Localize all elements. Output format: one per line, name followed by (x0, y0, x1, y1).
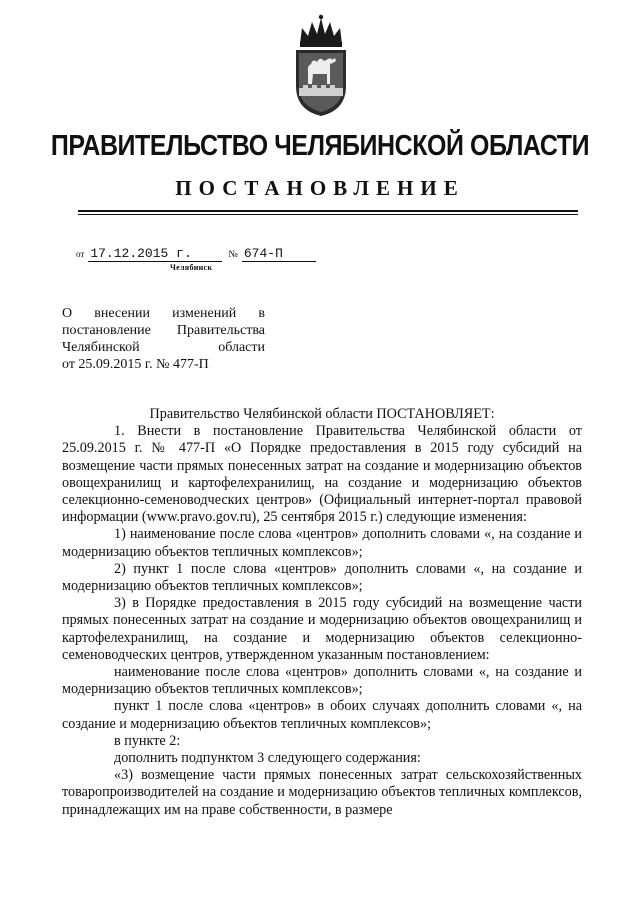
body-paragraph: в пункте 2: (114, 732, 181, 749)
body-paragraph: 1. Внести в постановление Правительства Челябинской области от 25.09.2015 г. № 477-П «О Порядке предоставления в 2015 году субсидий на возмещение части прямых понесенных затрат на создание и модернизацию объектов овощехранилищ и картофелехранилищ, на создание и модернизацию объектов селекционно-семеноводческих центров» (Официальный интернет-портал правовой информации (www.pravo.gov.ru), 25 сентября 2015 г.) следующие изменения: (62, 423, 582, 526)
city-label: Челябинск (170, 263, 213, 272)
body-paragraph: 2) пункт 1 после слова «центров» дополнить словами «, на создание и модернизацию объектов тепличных комплексов»; (62, 560, 582, 595)
body-paragraph: «3) возмещение части прямых понесенных затрат сельскохозяйственных товаропроизводителей на создание и модернизацию объектов тепличных комплексов, принадлежащих им на праве собственности, в размере (62, 767, 582, 818)
body-paragraph: пункт 1 после слова «центров» в обоих случаях дополнить словами «, на создание и модернизацию объектов тепличных комплексов»; (62, 698, 582, 732)
header-rule-thick (78, 210, 578, 212)
date-prefix: от (76, 249, 85, 259)
body-paragraph: дополнить подпунктом 3 следующего содержания: (114, 750, 421, 767)
body-paragraph: 3) в Порядке предоставления в 2015 году субсидий на возмещение части прямых понесенных затрат на создание и модернизацию объектов овощехранилищ и картофелехранилищ, на создание и модернизацию объектов селекционно-семеноводческих центров, утвержденном указанным постановлением: (62, 595, 582, 663)
preamble: Правительство Челябинской области ПОСТАНОВЛЯЕТ: (149, 406, 495, 422)
subject-line: от 25.09.2015 г. № 477-П (62, 357, 209, 372)
coat-of-arms-icon (290, 14, 352, 118)
header-rule-thin (78, 214, 578, 215)
document-subject (62, 305, 265, 373)
document-number: 674-П (242, 246, 316, 262)
number-prefix: № (228, 249, 238, 260)
government-title: ПРАВИТЕЛЬСТВО ЧЕЛЯБИНСКОЙ ОБЛАСТИ (50, 130, 590, 162)
document-type: ПОСТАНОВЛЕНИЕ (175, 176, 465, 200)
subject-line: Челябинской области (62, 340, 265, 355)
document-body (62, 406, 582, 819)
document-date: 17.12.2015 г. (88, 246, 222, 262)
document-meta (76, 246, 316, 262)
subject-line: О внесении изменений в (62, 306, 265, 321)
subject-line: постановление Правительства (62, 323, 265, 338)
body-paragraph: 1) наименование после слова «центров» дополнить словами «, на создание и модернизацию объектов тепличных комплексов»; (62, 526, 582, 560)
body-paragraph: наименование после слова «центров» дополнить словами «, на создание и модернизацию объектов тепличных комплексов»; (62, 664, 582, 698)
